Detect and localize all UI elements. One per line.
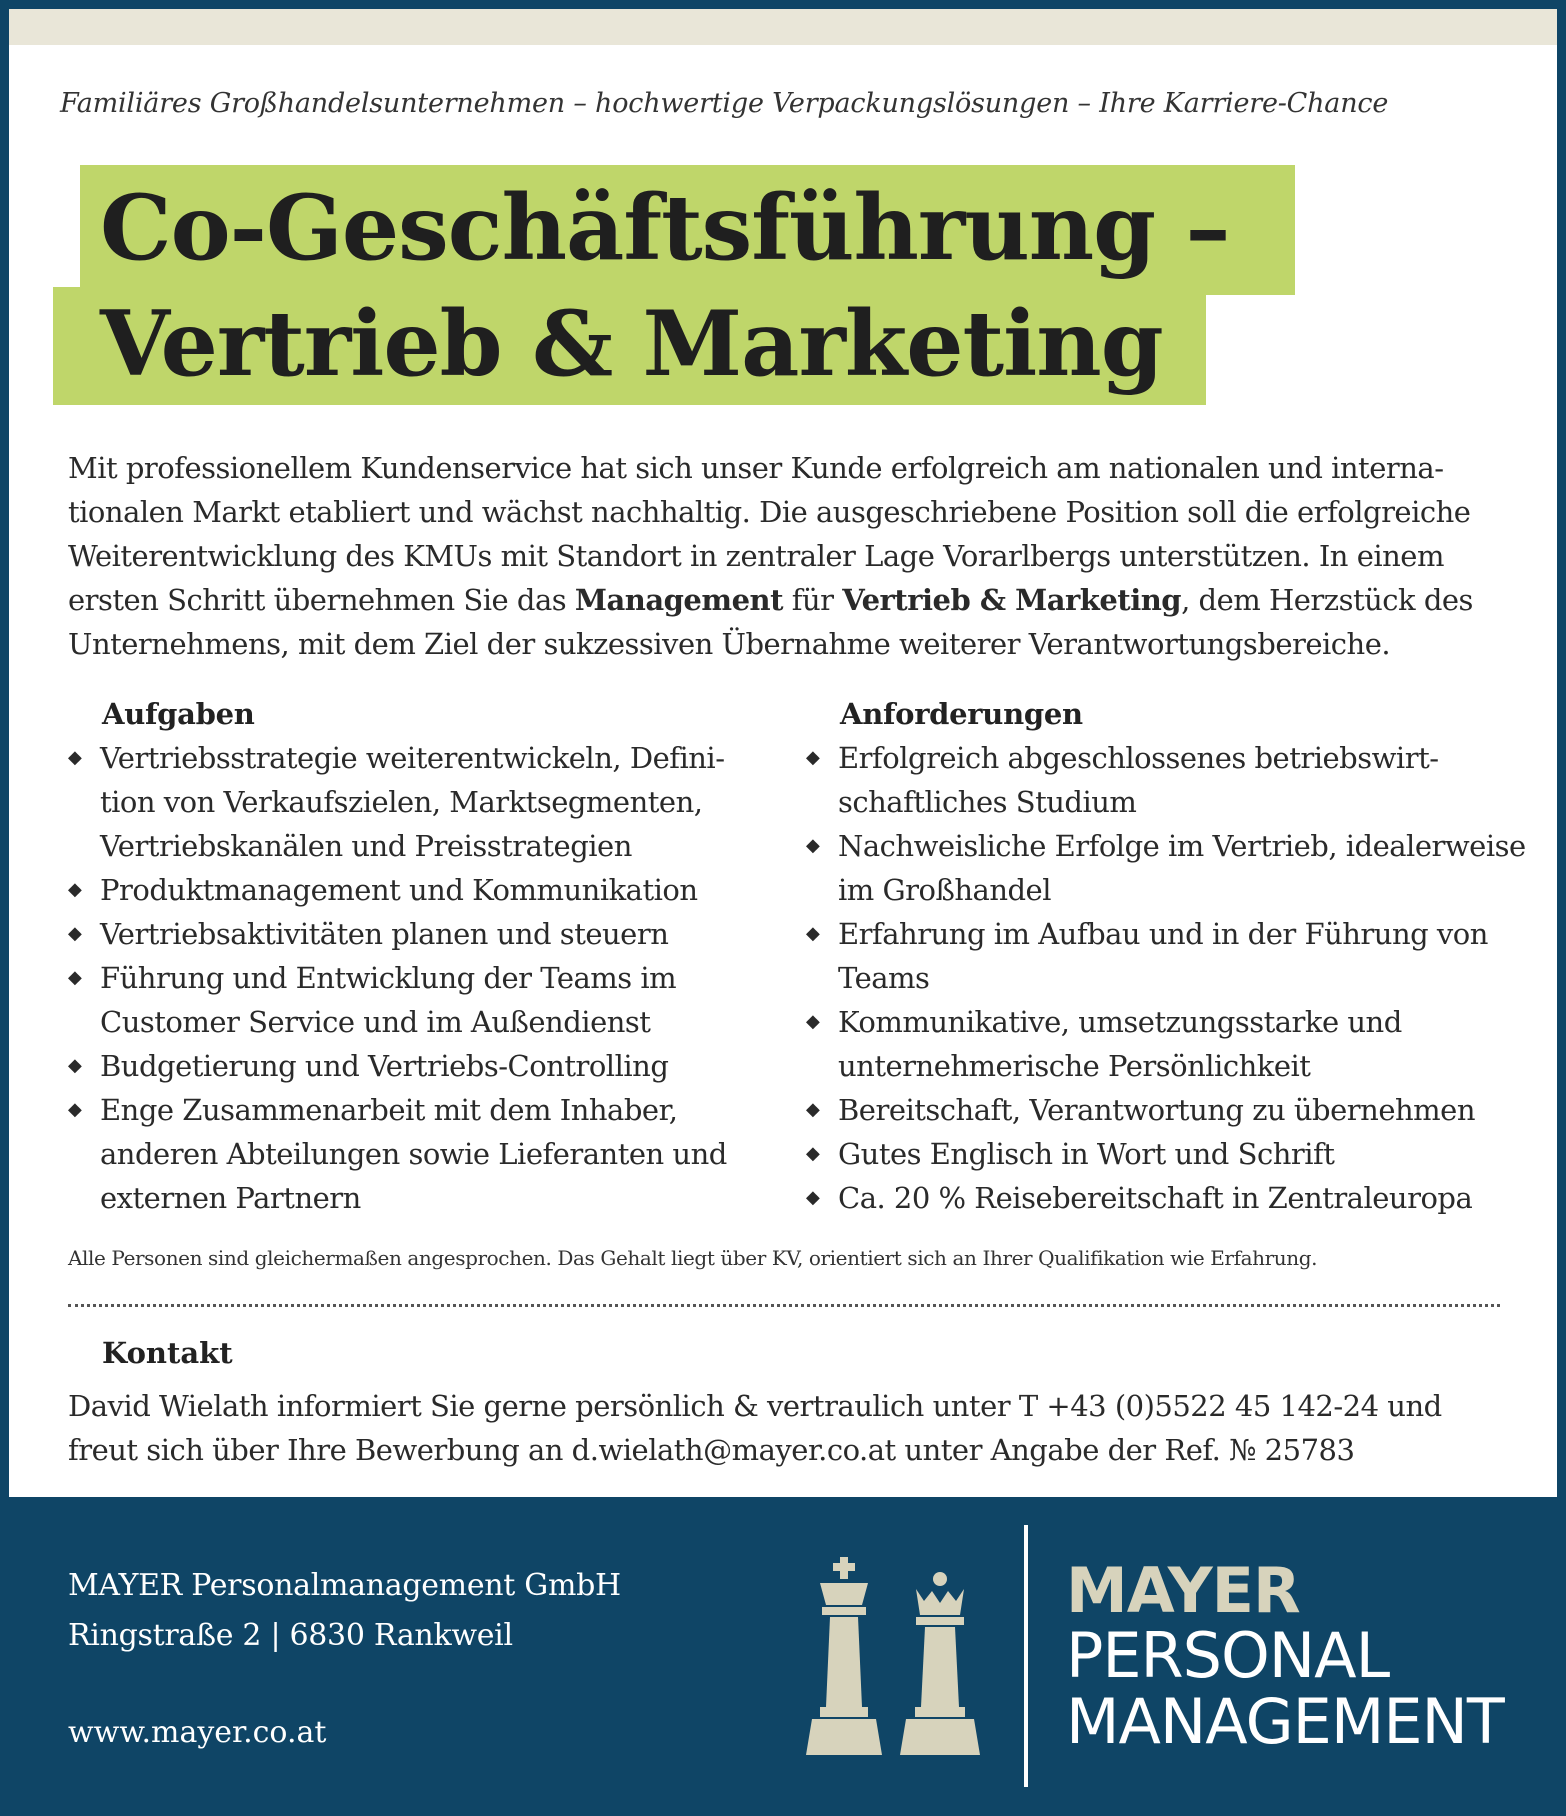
- contact-line-2: freut sich über Ihre Bewerbung an d.wielath@mayer.co.at unter Angabe der Ref. № 25783: [68, 1433, 1355, 1467]
- tagline: Familiäres Großhandelsunternehmen – hochwertige Verpackungslösungen – Ihre Karriere-Chance: [60, 88, 1389, 119]
- intro-paragraph: [68, 446, 1508, 666]
- chess-king-queen-icon: [800, 1557, 990, 1757]
- brand-mayer: MAYER: [1066, 1554, 1300, 1627]
- intro-text-3: , dem Herzstück des Unternehmens, mit dem Ziel der sukzessiven Übernahme weiterer Verantwortungsbereiche.: [68, 583, 1473, 661]
- intro-text-1: Mit professionellem Kundenservice hat sich unser Kunde erfolgreich am nationalen und internationalen Markt etabliert und wächst nachhaltig. Die ausgeschriebene Position soll die erfolgreiche Weiterentwicklung des KMUs mit Standort in zentraler Lage Vorarlbergs unterstützen. In einem ersten Schritt übernehmen Sie das: [68, 451, 1471, 617]
- top-bar: [9, 9, 1557, 45]
- equal-opportunity-note: Alle Personen sind gleichermaßen angesprochen. Das Gehalt liegt über KV, orientiert sich an Ihrer Qualifikation wie Erfahrung.: [68, 1246, 1318, 1270]
- tasks-list: [68, 736, 768, 1220]
- brand-personal: PERSONAL: [1066, 1619, 1390, 1692]
- diamond-bullet-icon: ◆: [68, 923, 82, 944]
- diamond-bullet-icon: ◆: [68, 1099, 82, 1120]
- list-item: [806, 824, 1526, 912]
- diamond-bullet-icon: ◆: [68, 1055, 82, 1076]
- list-item-text: Bereitschaft, Verantwortung zu übernehmen: [838, 1093, 1475, 1127]
- brand-logo: [1066, 1554, 1504, 1758]
- list-item-text: Ca. 20 % Reisebereitschaft in Zentraleuropa: [838, 1181, 1473, 1215]
- brand-management: MANAGEMENT: [1066, 1685, 1504, 1758]
- diamond-bullet-icon: ◆: [806, 1099, 820, 1120]
- list-item-text: Erfolgreich abgeschlossenes betriebswirtschaftliches Studium: [838, 741, 1440, 819]
- diamond-bullet-icon: ◆: [806, 835, 820, 856]
- diamond-bullet-icon: ◆: [806, 747, 820, 768]
- tasks-column: [68, 692, 768, 1220]
- list-item-text: Gutes Englisch in Wort und Schrift: [838, 1137, 1335, 1171]
- job-title-line-1: Co-Geschäftsführung –: [100, 175, 1230, 281]
- list-item: [68, 956, 768, 1044]
- dotted-divider: [68, 1304, 1500, 1307]
- diamond-bullet-icon: ◆: [68, 967, 82, 988]
- list-item: [68, 1088, 768, 1220]
- list-item-text: Enge Zusammenarbeit mit dem Inhaber, anderen Abteilungen sowie Lieferanten und externen Partnern: [100, 1093, 727, 1215]
- requirements-heading: Anforderungen: [840, 697, 1083, 731]
- list-item-text: Vertriebsstrategie weiterentwickeln, Definition von Verkaufszielen, Marktsegmenten, Vertriebskanälen und Preisstrategien: [100, 741, 726, 863]
- diamond-bullet-icon: ◆: [68, 879, 82, 900]
- street-address: Ringstraße 2 | 6830 Rankweil: [68, 1618, 513, 1653]
- list-item: [806, 1088, 1526, 1132]
- footer-divider: [1024, 1525, 1028, 1787]
- contact-line-1: David Wielath informiert Sie gerne persönlich & vertraulich unter T +43 (0)5522 45 142-24 und: [68, 1389, 1442, 1423]
- list-item: [68, 868, 768, 912]
- list-item-text: Erfahrung im Aufbau und in der Führung von Teams: [838, 917, 1488, 995]
- list-item-text: Führung und Entwicklung der Teams im Customer Service und im Außendienst: [100, 961, 677, 1039]
- diamond-bullet-icon: ◆: [806, 1011, 820, 1032]
- tasks-heading: Aufgaben: [102, 697, 255, 731]
- contact-text: [68, 1384, 1508, 1472]
- list-item: [806, 1176, 1526, 1220]
- diamond-bullet-icon: ◆: [806, 1143, 820, 1164]
- website-link[interactable]: www.mayer.co.at: [68, 1715, 327, 1750]
- intro-bold-management: Management: [574, 583, 784, 617]
- list-item: [806, 1000, 1526, 1088]
- contact-heading: Kontakt: [102, 1336, 233, 1370]
- diamond-bullet-icon: ◆: [68, 747, 82, 768]
- footer: [0, 1497, 1566, 1816]
- list-item-text: Produktmanagement und Kommunikation: [100, 873, 698, 907]
- list-item: [68, 736, 768, 868]
- list-item-text: Nachweisliche Erfolge im Vertrieb, idealerweise im Großhandel: [838, 829, 1526, 907]
- job-title-line-2: Vertrieb & Marketing: [100, 291, 1163, 397]
- intro-bold-vertrieb: Vertrieb & Marketing: [842, 583, 1182, 617]
- job-title: [100, 170, 1229, 402]
- intro-text-2: für: [783, 583, 843, 617]
- list-item: [68, 912, 768, 956]
- list-item: [806, 736, 1526, 824]
- company-address: [68, 1561, 621, 1661]
- list-item-text: Budgetierung und Vertriebs-Controlling: [100, 1049, 669, 1083]
- requirements-column: [806, 692, 1526, 1220]
- diamond-bullet-icon: ◆: [806, 923, 820, 944]
- list-item: [806, 912, 1526, 1000]
- diamond-bullet-icon: ◆: [806, 1187, 820, 1208]
- list-item-text: Kommunikative, umsetzungsstarke und unternehmerische Persönlichkeit: [838, 1005, 1402, 1083]
- requirements-list: [806, 736, 1526, 1220]
- list-item-text: Vertriebsaktivitäten planen und steuern: [100, 917, 669, 951]
- company-name: MAYER Personalmanagement GmbH: [68, 1568, 621, 1603]
- list-item: [68, 1044, 768, 1088]
- list-item: [806, 1132, 1526, 1176]
